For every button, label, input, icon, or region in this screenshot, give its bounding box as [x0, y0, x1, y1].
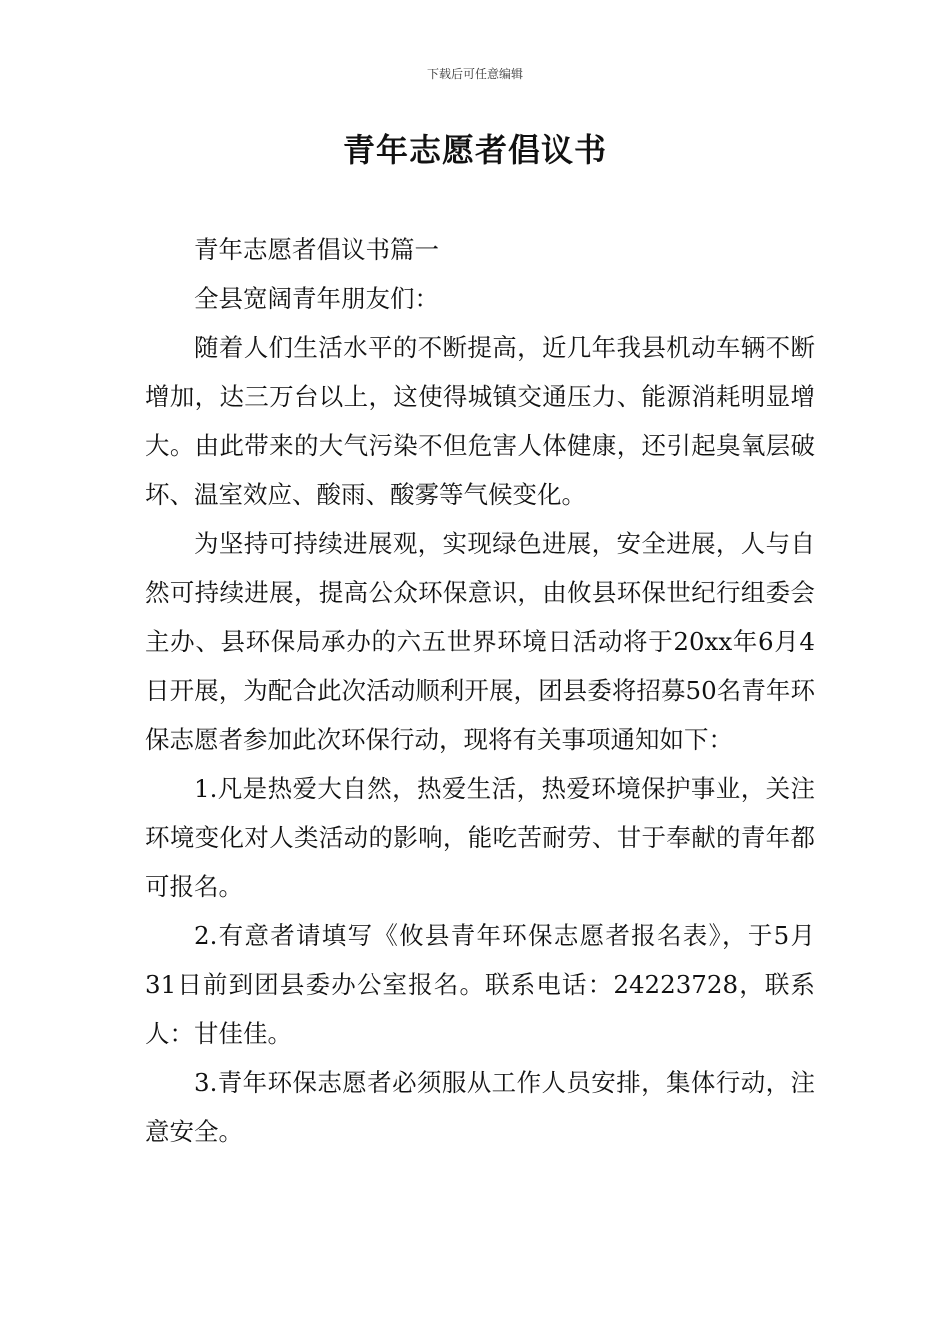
paragraph-background: 随着人们生活水平的不断提高，近几年我县机动车辆不断增加，达三万台以上，这使得城镇交通压力、能源消耗明显增大。由此带来的大气污染不但危害人体健康，还引起臭氧层破坏、温室效应、酸雨、酸雾等气候变化。 — [145, 333, 815, 509]
salutation: 全县宽阔青年朋友们： — [194, 284, 439, 313]
list-item-3: 3.青年环保志愿者必须服从工作人员安排，集体行动，注意安全。 — [145, 1068, 815, 1146]
paragraph-announcement: 为坚持可持续进展观，实现绿色进展，安全进展，人与自然可持续进展，提高公众环保意识，由攸县环保世纪行组委会主办、县环保局承办的六五世界环境日活动将于20xx年6月4日开展，为配合此次活动顺利开展，团县委将招募50名青年环保志愿者参加此次环保行动，现将有关事项通知如下： — [145, 529, 815, 754]
document-body — [145, 225, 815, 1156]
header-note: 下载后可任意编辑 — [426, 67, 523, 81]
list-item-1: 1.凡是热爱大自然，热爱生活，热爱环境保护事业，关注环境变化对人类活动的影响，能吃苦耐劳、甘于奉献的青年都可报名。 — [145, 774, 815, 901]
document-title: 青年志愿者倡议书 — [342, 131, 607, 169]
section-heading: 青年志愿者倡议书篇一 — [194, 235, 439, 264]
list-item-2: 2.有意者请填写《攸县青年环保志愿者报名表》，于5月31日前到团县委办公室报名。联系电话：24223728，联系人：甘佳佳。 — [145, 921, 815, 1048]
